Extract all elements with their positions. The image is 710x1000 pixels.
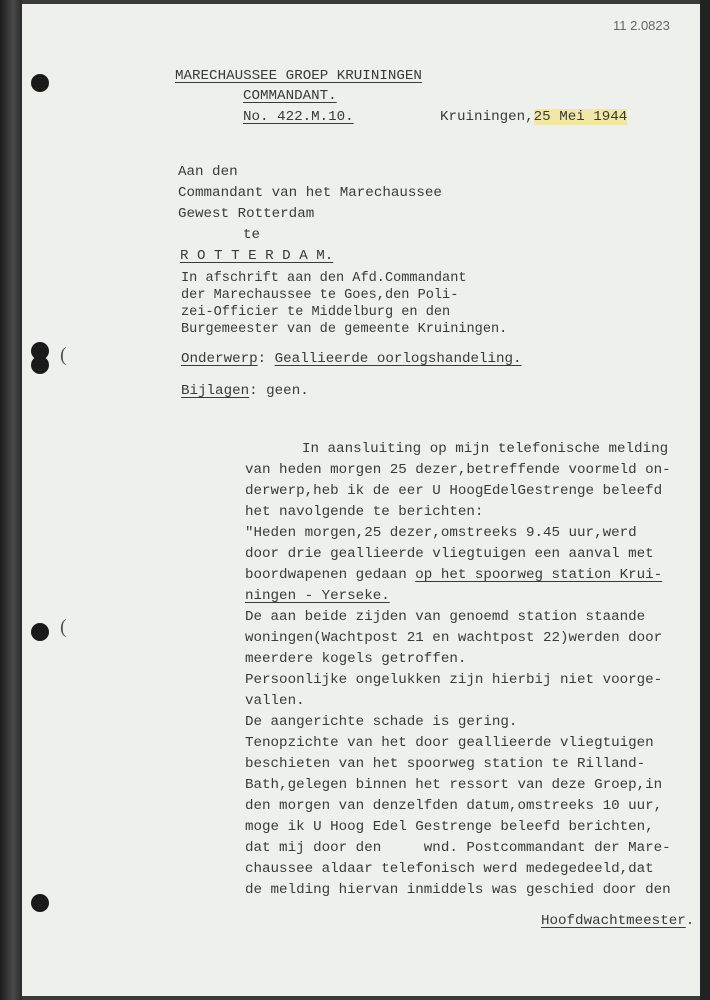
body-line [245,484,662,498]
body-text: van heden morgen 25 dezer,betreffende voormeld on- [245,462,671,478]
body-text: vallen. [245,693,305,709]
body-text: chaussee aldaar telefonisch werd medegedeeld,dat [245,861,654,877]
body-text: moge ik U Hoog Edel Gestrenge beleefd berichten, [245,819,654,835]
body-text: Tenopzichte van het door geallieerde vliegtuigen [245,735,654,751]
body-text: "Heden morgen,25 dezer,omstreeks 9.45 uur,werd [245,525,637,541]
subject: Onderwerp: Geallieerde oorlogshandeling. [181,351,522,367]
page-edge [700,0,710,1000]
body-line [245,799,662,813]
body-text: derwerp,heb ik de eer U HoogEdelGestrenge beleefd [245,483,663,499]
body-line [245,631,662,645]
body-text: De aan beide zijden van genoemd station staande [245,609,646,625]
copy-to-line: der Marechaussee te Goes,den Poli- [181,288,459,303]
body-line [245,736,654,750]
body-line [245,715,517,729]
body-line [245,610,645,624]
body-line [245,589,390,603]
addressee-line: Aan den [178,164,238,180]
body-text: op het spoorweg station Krui- [415,567,663,583]
place: Kruiningen, [440,109,534,125]
body-line [245,652,466,666]
punch-hole [31,356,49,374]
punch-hole [31,894,49,912]
addressee-line: Gewest Rotterdam [178,206,315,222]
body-line [245,526,637,540]
body-text: beschieten van het spoorweg station te Rilland- [245,756,646,772]
body-text: de melding hiervan inmiddels was geschied door den [245,882,671,898]
body-text: door drie geallieerde vliegtuigen een aanval met [245,546,654,562]
body-line [245,463,671,477]
copy-to-line: zei-Officier te Middelburg en den [181,305,451,320]
body-line [245,547,654,561]
body-text: De aangerichte schade is gering. [245,714,518,730]
body-text: In aansluiting op mijn telefonische melding [302,441,669,457]
body-line [245,883,671,897]
body-line [245,841,671,855]
organisation: MARECHAUSSEE GROEP KRUININGEN [175,68,422,84]
body-text: dat mij door den wnd. Postcommandant der Mare- [245,840,671,856]
body-text: Bath,gelegen binnen het ressort van deze Groep,in [245,777,663,793]
body-line [302,442,668,456]
copy-to-line: In afschrift aan den Afd.Commandant [181,271,467,286]
body-line [245,505,483,519]
body-line [245,820,654,834]
punch-hole [31,74,49,92]
ring-mark: ( [60,344,67,366]
addressee-city: R O T T E R D A M. [180,248,334,264]
body-text: den morgen van denzelfden datum,omstreeks 10 uur, [245,798,663,814]
body-text: boordwapenen gedaan [245,567,416,583]
subject-label: Onderwerp [181,351,258,367]
body-line [245,757,645,771]
body-text: meerdere kogels getroffen. [245,651,467,667]
body-line [245,568,662,582]
attachments-value: geen. [266,383,309,399]
addressee-line: Commandant van het Marechaussee [178,185,442,201]
subject-value: Geallieerde oorlogshandeling. [274,351,522,367]
signature-period: . [685,913,695,929]
attachments: Bijlagen: geen. [181,383,309,399]
body-line [245,694,305,708]
body-text: Persoonlijke ongelukken zijn hierbij niet voorge- [245,672,663,688]
body-line [245,778,662,792]
body-text: woningen(Wachtpost 21 en wachtpost 22)werden door [245,630,663,646]
binding-edge [0,0,22,1000]
punch-hole [31,623,49,641]
reference-number: No. 422.M.10. [243,109,354,125]
ring-mark: ( [60,616,67,638]
body-line [245,862,654,876]
role: COMMANDANT. [243,88,337,104]
copy-to-line: Burgemeester van de gemeente Kruiningen. [181,322,508,337]
addressee-line: te [243,227,261,243]
body-text: het navolgende te berichten: [245,504,484,520]
archive-number: 11 2.0823 [613,18,670,33]
signature [541,914,694,928]
body-line [245,673,662,687]
attachments-label: Bijlagen [181,383,250,399]
dateline [440,110,627,124]
date: 25 Mei 1944 [533,109,628,125]
body-text: ningen - Yerseke. [245,588,390,604]
signature-title: Hoofdwachtmeester [541,913,686,929]
